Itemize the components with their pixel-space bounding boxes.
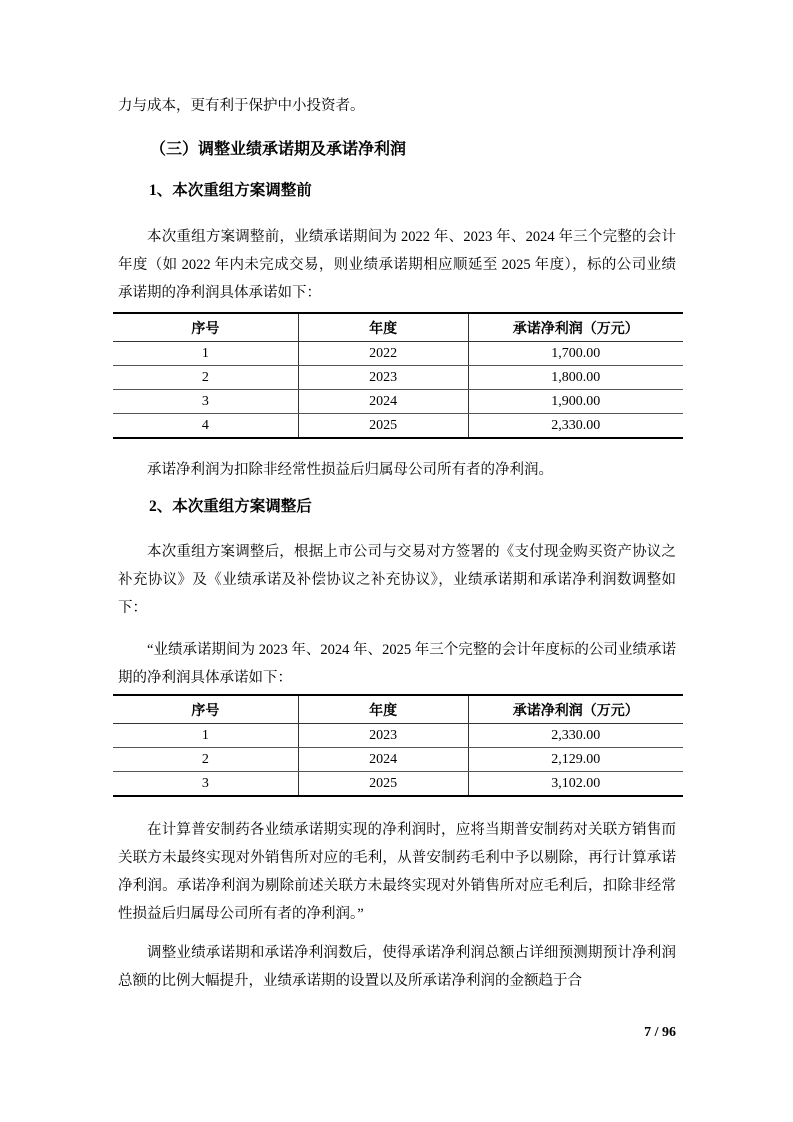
- paragraph-conclusion: 调整业绩承诺期和承诺净利润数后，使得承诺净利润总额占详细预测期预计净利润总额的比例大幅提升，业绩承诺期的设置以及所承诺净利润的金额趋于合: [118, 945, 676, 989]
- cell-year: 2024: [298, 390, 468, 414]
- commitment-table-before: [113, 312, 683, 439]
- cell-year: 2023: [298, 366, 468, 390]
- table-row: [113, 748, 683, 772]
- cell-profit: 2,129.00: [468, 748, 683, 772]
- paragraph-quote-intro: “业绩承诺期间为 2023 年、2024 年、2025 年三个完整的会计年度标的公司业绩承诺期的净利润具体承诺如下：: [118, 642, 676, 686]
- table-header-row: [113, 313, 683, 342]
- column-header-year: 年度: [298, 695, 468, 724]
- page-number: 7 / 96: [644, 1025, 676, 1040]
- cell-year: 2022: [298, 342, 468, 366]
- column-header-index: 序号: [113, 313, 298, 342]
- column-header-year: 年度: [298, 313, 468, 342]
- cell-year: 2025: [298, 414, 468, 439]
- cell-index: 1: [113, 342, 298, 366]
- column-header-promised-profit: 承诺净利润（万元）: [468, 695, 683, 724]
- cell-profit: 2,330.00: [468, 724, 683, 748]
- paragraph-before-adjustment: 本次重组方案调整前，业绩承诺期间为 2022 年、2023 年、2024 年三个完整的会计年度（如 2022 年内未完成交易，则业绩承诺期相应顺延至 2025 年度），标的公司业绩承诺期的净利润具体承诺如下：: [118, 229, 676, 301]
- page-content: [118, 0, 676, 995]
- table-row: [113, 390, 683, 414]
- cell-year: 2023: [298, 724, 468, 748]
- table-row: [113, 342, 683, 366]
- table-header-row: [113, 695, 683, 724]
- cell-profit: 1,900.00: [468, 390, 683, 414]
- cell-index: 4: [201, 417, 209, 433]
- paragraph-note: 承诺净利润为扣除非经常性损益后归属母公司所有者的净利润。: [147, 462, 553, 478]
- cell-index: 3: [113, 390, 298, 414]
- cell-index: 2: [113, 366, 298, 390]
- subheading-before-adjustment: 1、本次重组方案调整前: [149, 182, 312, 199]
- commitment-table-after: [113, 694, 683, 797]
- column-header-promised-profit: 承诺净利润（万元）: [468, 313, 683, 342]
- paragraph-after-adjustment: 本次重组方案调整后，根据上市公司与交易对方签署的《支付现金购买资产协议之补充协议》及《业绩承诺及补偿协议之补充协议》，业绩承诺期和承诺净利润数调整如下：: [118, 544, 676, 616]
- table-row: [113, 366, 683, 390]
- cell-index: 2: [113, 748, 298, 772]
- cell-profit: 1,800.00: [468, 366, 683, 390]
- cell-index: 1: [113, 724, 298, 748]
- paragraph-continuation: 力与成本，更有利于保护中小投资者。: [118, 98, 365, 114]
- table-row: [113, 772, 683, 797]
- paragraph-calculation-rule: 在计算普安制药各业绩承诺期实现的净利润时，应将当期普安制药对关联方销售而关联方未最终实现对外销售所对应的毛利，从普安制药毛利中予以剔除，再行计算承诺净利润。承诺净利润为剔除前述关联方未最终实现对外销售所对应毛利后，扣除非经常性损益后归属母公司所有者的净利润。”: [118, 822, 676, 922]
- column-header-index: 序号: [113, 695, 298, 724]
- cell-profit: 1,700.00: [468, 342, 683, 366]
- cell-index: 3: [201, 775, 209, 791]
- cell-year: 2024: [298, 748, 468, 772]
- cell-profit: 2,330.00: [551, 417, 601, 433]
- subheading-after-adjustment: 2、本次重组方案调整后: [149, 498, 312, 515]
- cell-year: 2025: [298, 772, 468, 797]
- cell-profit: 3,102.00: [551, 775, 601, 791]
- table-row: [113, 724, 683, 748]
- table-row: [113, 414, 683, 439]
- section-heading: （三）调整业绩承诺期及承诺净利润: [150, 141, 407, 158]
